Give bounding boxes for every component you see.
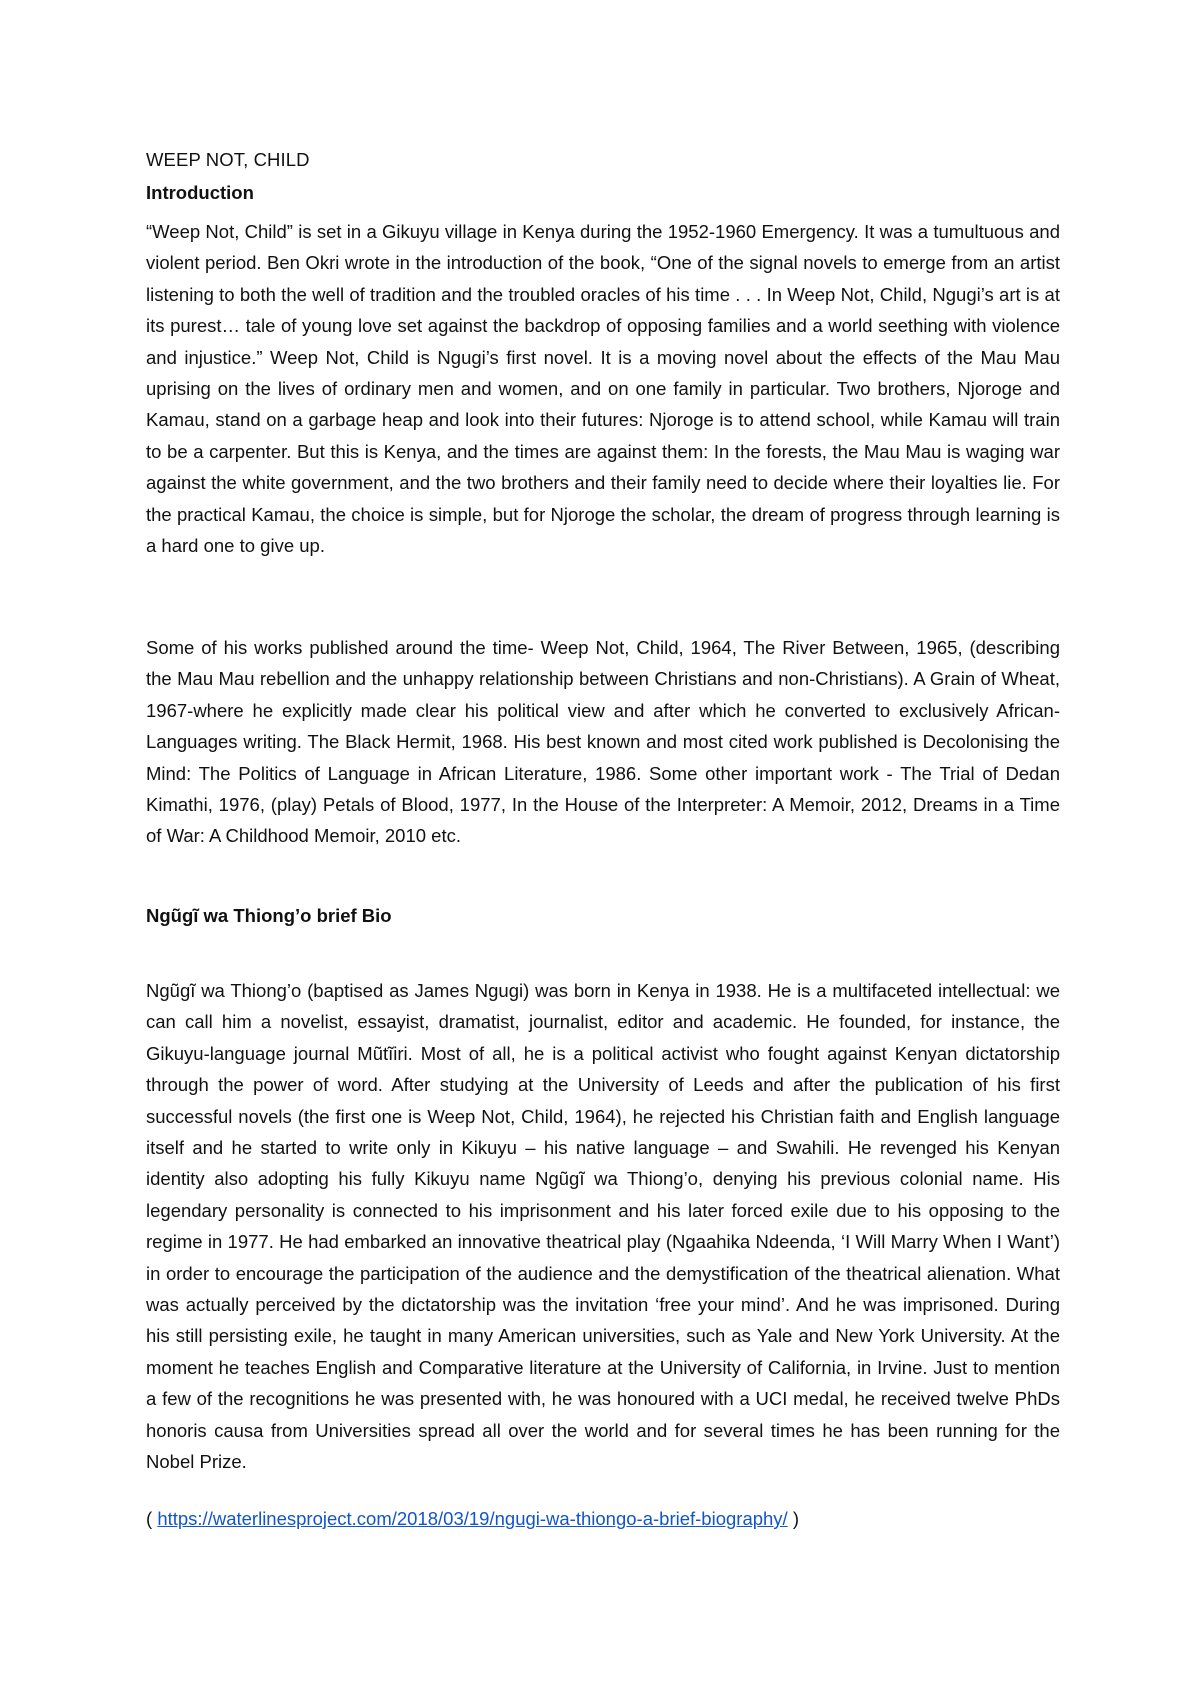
source-open-paren: ( (146, 1508, 158, 1529)
source-link[interactable]: https://waterlinesproject.com/2018/03/19/ngugi-wa-thiongo-a-brief-biography/ (157, 1508, 788, 1529)
bio-heading: Ngũgĩ wa Thiong’o brief Bio (146, 905, 392, 926)
document-title: WEEP NOT, CHILD (146, 149, 310, 170)
source-close-paren: ) (787, 1508, 800, 1529)
bio-paragraph: Ngũgĩ wa Thiong’o (baptised as James Ngugi) was born in Kenya in 1938. He is a multifaceted intellectual: we can call him a novelist, essayist, dramatist, journalist, editor and academic. He founded, for instance, the Gikuyu-language journal Mũtĩiri. Most of all, he is a political activist who fought against Kenyan dictatorship through the power of word. After studying at the University of Leeds and after the publication of his first successful novels (the first one is Weep Not, Child, 1964), he rejected his Christian faith and English language itself and he started to write only in Kikuyu – his native language – and Swahili. He revenged his Kenyan identity also adopting his fully Kikuyu name Ngũgĩ wa Thiong’o, denying his previous colonial name. His legendary personality is connected to his imprisonment and his later forced exile due to his opposing to the regime in 1977. He had embarked an innovative theatrical play (Ngaahika Ndeenda, ‘I Will Marry When I Want’) in order to encourage the participation of the audience and the demystification of the theatrical alienation. What was actually perceived by the dictatorship was the invitation ‘free your mind’. And he was imprisoned. During his still persisting exile, he taught in many American universities, such as Yale and New York University. At the moment he teaches English and Comparative literature at the University of California, in Irvine. Just to mention a few of the recognitions he was presented with, he was honoured with a UCI medal, he received twelve PhDs honoris causa from Universities spread all over the world and for several times he has been running for the Nobel Prize. (146, 980, 1060, 1473)
introduction-paragraph: “Weep Not, Child” is set in a Gikuyu village in Kenya during the 1952-1960 Emergency. It was a tumultuous and violent period. Ben Okri wrote in the introduction of the book, “One of the signal novels to emerge from an artist listening to both the well of tradition and the troubled oracles of his time . . . In Weep Not, Child, Ngugi’s art is at its purest… tale of young love set against the backdrop of opposing families and a world seething with violence and injustice.” Weep Not, Child is Ngugi’s first novel. It is a moving novel about the effects of the Mau Mau uprising on the lives of ordinary men and women, and on one family in particular. Two brothers, Njoroge and Kamau, stand on a garbage heap and look into their futures: Njoroge is to attend school, while Kamau will train to be a carpenter. But this is Kenya, and the times are against them: In the forests, the Mau Mau is waging war against the white government, and the two brothers and their family need to decide where their loyalties lie. For the practical Kamau, the choice is simple, but for Njoroge the scholar, the dream of progress through learning is a hard one to give up. (146, 221, 1060, 557)
introduction-heading: Introduction (146, 182, 254, 203)
works-paragraph: Some of his works published around the time- Weep Not, Child, 1964, The River Between, 1965, (describing the Mau Mau rebellion and the unhappy relationship between Christians and non-Christians). A Grain of Wheat, 1967-where he explicitly made clear his political view and after which he converted to exclusively African-Languages writing. The Black Hermit, 1968. His best known and most cited work published is Decolonising the Mind: The Politics of Language in African Literature, 1986. Some other important work - The Trial of Dedan Kimathi, 1976, (play) Petals of Blood, 1977, In the House of the Interpreter: A Memoir, 2012, Dreams in a Time of War: A Childhood Memoir, 2010 etc. (146, 637, 1060, 847)
source-reference (146, 1503, 799, 1534)
